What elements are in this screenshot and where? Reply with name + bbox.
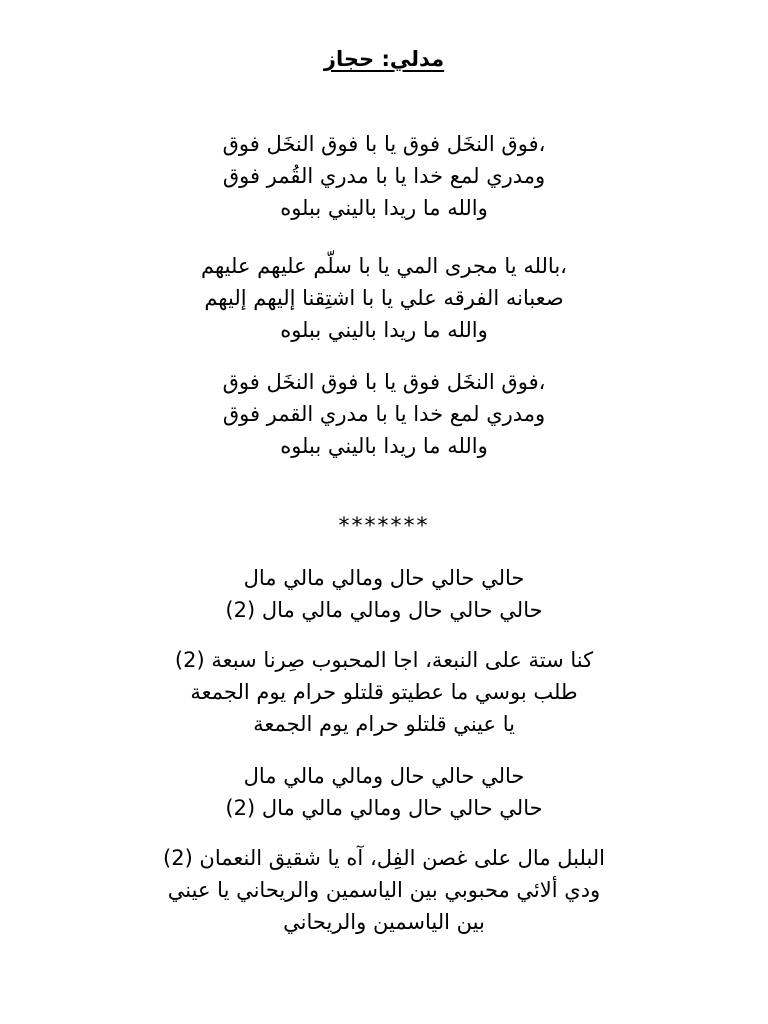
stanza-6 [0,760,768,824]
lyric-line: والله ما ريدا باليني ببلوه [280,318,488,342]
lyric-line: ودي ألائي محبوبي بين الياسمين والريحاني يا عيني [167,878,601,902]
lyric-line: والله ما ريدا باليني ببلوه [280,196,488,220]
section-separator: ******* [338,514,430,539]
lyric-line: يا عيني قلتلو حرام يوم الجمعة [253,712,515,736]
lyric-line: صعبانه الفرقه علي يا با اشتِقنا إليهم إليهم [204,286,564,310]
stanza-5 [0,644,768,740]
lyric-line: كنا ستة على النبعة، اجا المحبوب صِرنا سبعة (2) [174,648,594,672]
lyric-line: البلبل مال على غصن الفِل، آه يا شقيق النعمان (2) [162,846,606,870]
page-title: مدلي: حجاز [323,47,445,71]
lyric-line: طلب بوسي ما عطيتو قلتلو حرام يوم الجمعة [190,680,578,704]
lyric-line: والله ما ريدا باليني ببلوه [280,434,488,458]
lyric-line: حالي حالي حال ومالي مالي مال [243,566,525,590]
lyric-line: ،فوق النخَل فوق يا با فوق النخَل فوق [222,132,546,156]
lyric-line: حالي حالي حال ومالي مالي مال (2) [225,796,543,820]
stanza-2 [0,250,768,346]
lyric-line: حالي حالي حال ومالي مالي مال [243,764,525,788]
lyric-line: بين الياسمين والريحاني [283,910,485,934]
stanza-4 [0,562,768,626]
lyric-line: ،فوق النخَل فوق يا با فوق النخَل فوق [222,370,546,394]
lyric-line: ومدري لمع خدا يا با مدري القمر فوق [222,402,546,426]
stanza-1 [0,128,768,224]
lyric-line: ،بالله يا مجرى المي يا با سلّم عليهم عليهم [201,254,567,278]
stanza-7 [0,842,768,938]
stanza-3 [0,366,768,462]
lyric-line: حالي حالي حال ومالي مالي مال (2) [225,598,543,622]
lyric-line: ومدري لمع خدا يا با مدري القُمر فوق [222,164,546,188]
